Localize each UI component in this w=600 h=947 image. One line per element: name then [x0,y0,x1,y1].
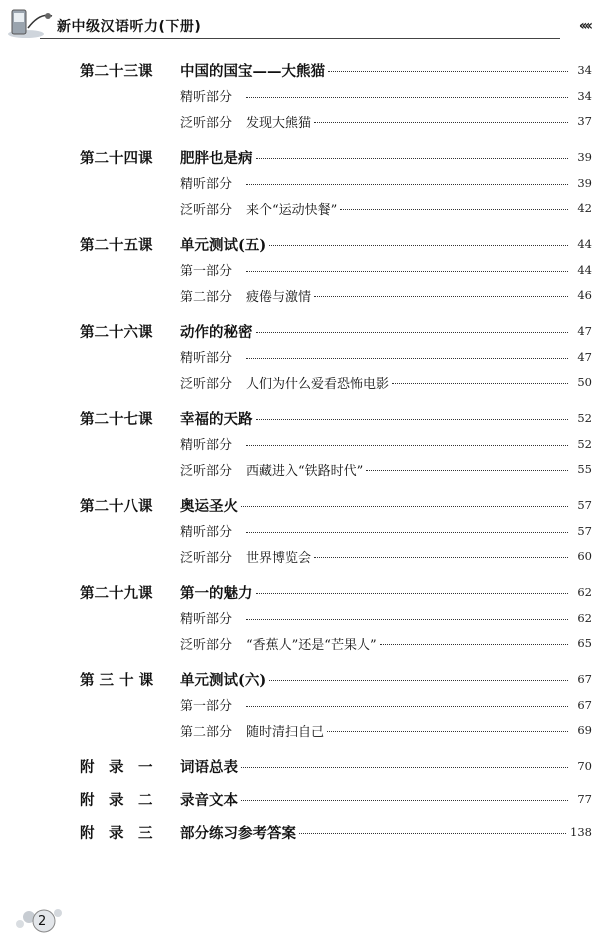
toc-section-label: 第二部分 [180,724,233,740]
dot-leader [246,97,568,98]
toc-section-title: 西藏进入“铁路时代” [246,463,364,479]
book-logo-icon [6,6,56,40]
toc-section-label: 第二部分 [180,289,233,305]
dot-leader [269,245,568,246]
toc-subentry[interactable] [0,285,600,305]
toc-page-number: 70 [577,759,592,773]
lesson-title: 肥胖也是病 [180,149,253,167]
toc-subentry[interactable] [0,546,600,566]
dot-leader [314,296,568,297]
lesson-label: 第二十九课 [80,584,153,602]
lesson-title: 单元测试(六) [180,671,267,689]
toc-section-label: 泛听部分 [180,463,233,479]
dot-leader [246,706,568,707]
toc-section-title: 随时清扫自己 [246,724,325,740]
header-divider [40,38,560,39]
toc-section-label: 泛听部分 [180,637,233,653]
toc-subentry[interactable] [0,521,600,541]
toc-section-label: 泛听部分 [180,202,233,218]
dot-leader [314,122,568,123]
toc-page-number: 65 [577,636,592,650]
toc-lesson[interactable] [0,60,600,80]
toc-page-number: 62 [577,585,592,599]
toc-page-number: 44 [577,237,592,251]
toc-section-title: 疲倦与激情 [246,289,312,305]
page-number: 2 [38,914,47,929]
toc-page-number: 55 [577,462,592,476]
toc-section-title: 来个“运动快餐” [246,202,338,218]
dot-leader [256,593,569,594]
toc-subentry[interactable] [0,372,600,392]
toc-page-number: 47 [577,324,592,338]
toc-section-label: 第一部分 [180,699,233,714]
toc-page-number: 60 [577,549,592,563]
lesson-label: 第二十五课 [80,236,153,254]
toc-subentry[interactable] [0,720,600,740]
toc-section-label: 泛听部分 [180,115,233,131]
toc-section-label: 泛听部分 [180,550,233,566]
dot-leader [246,619,568,620]
lesson-title: 单元测试(五) [180,236,267,254]
dot-leader [256,332,569,333]
dot-leader [241,767,568,768]
toc-page-number: 138 [570,825,592,839]
dot-leader [314,557,568,558]
toc-page-number: 67 [577,697,592,712]
dot-leader [380,644,568,645]
toc-page-number: 34 [577,63,592,77]
toc-page-number: 50 [577,375,592,389]
toc-appendix[interactable] [0,822,600,842]
toc-subentry[interactable] [0,111,600,131]
toc-lesson[interactable] [0,408,600,428]
lesson-label: 第二十八课 [80,497,153,515]
toc-lesson[interactable] [0,147,600,167]
appendix-label: 附 录 三 [80,824,153,842]
dot-leader [241,506,568,507]
toc-section-label: 精听部分 [180,525,233,540]
toc-subentry[interactable] [0,260,600,280]
toc-lesson[interactable] [0,669,600,689]
toc-page-number: 42 [577,201,592,215]
dot-leader [246,271,568,272]
toc-page-number: 57 [577,498,592,512]
lesson-title: 中国的国宝——大熊猫 [180,62,325,80]
toc-section-label: 精听部分 [180,438,233,453]
appendix-label: 附 录 一 [80,758,153,776]
lesson-title: 动作的秘密 [180,323,253,341]
toc-page-number: 52 [577,436,592,451]
dot-leader [366,470,568,471]
toc-section-label: 精听部分 [180,90,233,105]
appendix-title: 录音文本 [180,791,238,809]
page-header [0,0,600,44]
toc-section-label: 精听部分 [180,351,233,366]
dot-leader [246,358,568,359]
toc-page-number: 52 [577,411,592,425]
toc-subentry[interactable] [0,459,600,479]
toc-subentry[interactable] [0,198,600,218]
toc-subentry[interactable] [0,173,600,193]
lesson-label: 第二十七课 [80,410,153,428]
toc-subentry[interactable] [0,633,600,653]
dot-leader [256,158,569,159]
appendix-title: 部分练习参考答案 [180,824,296,842]
toc-subentry[interactable] [0,434,600,454]
appendix-label: 附 录 二 [80,791,153,809]
dot-leader [340,209,568,210]
chevron-decoration-icon: ‹‹‹‹ [578,18,590,34]
toc-appendix[interactable] [0,789,600,809]
lesson-label: 第二十四课 [80,149,153,167]
dot-leader [327,731,568,732]
toc-page-number: 67 [577,672,592,686]
toc-page-number: 34 [577,88,592,103]
toc-section-title: “香蕉人”还是“芒果人” [246,637,377,653]
lesson-label: 第二十六课 [80,323,153,341]
toc-page-number: 77 [577,792,592,806]
lesson-label: 第二十三课 [80,62,153,80]
dot-leader [241,800,568,801]
toc-subentry[interactable] [0,86,600,106]
lesson-title: 幸福的天路 [180,410,253,428]
toc-lesson[interactable] [0,582,600,602]
dot-leader [246,445,568,446]
book-title: 新中级汉语听力(下册) [57,19,202,35]
dot-leader [269,680,568,681]
toc-page-number: 47 [577,349,592,364]
appendix-title: 词语总表 [180,758,238,776]
toc-lesson[interactable] [0,495,600,515]
toc-page-number: 62 [577,610,592,625]
toc-page-number: 69 [577,723,592,737]
toc-page-number: 57 [577,523,592,538]
toc-lesson[interactable] [0,321,600,341]
toc-section-title: 人们为什么爱看恐怖电影 [246,376,390,392]
toc-subentry[interactable] [0,608,600,628]
toc-section-title: 世界博览会 [246,550,312,566]
dot-leader [299,833,566,834]
toc-subentry[interactable] [0,695,600,715]
dot-leader [256,419,569,420]
toc-page-number: 39 [577,175,592,190]
toc-section-label: 泛听部分 [180,376,233,392]
toc-page-number: 44 [577,262,592,277]
lesson-title: 奥运圣火 [180,497,238,515]
toc-section-label: 精听部分 [180,612,233,627]
toc-section-label: 第一部分 [180,264,233,279]
dot-leader [328,71,568,72]
lesson-label: 第 三 十 课 [80,671,154,689]
toc-section-title: 发现大熊猫 [246,115,312,131]
toc-lesson[interactable] [0,234,600,254]
toc-page-number: 37 [577,114,592,128]
lesson-title: 第一的魅力 [180,584,253,602]
toc-page-number: 39 [577,150,592,164]
toc-subentry[interactable] [0,347,600,367]
toc-page-number: 46 [577,288,592,302]
toc-appendix[interactable] [0,756,600,776]
dot-leader [392,383,568,384]
dot-leader [246,532,568,533]
toc-section-label: 精听部分 [180,177,233,192]
dot-leader [246,184,568,185]
